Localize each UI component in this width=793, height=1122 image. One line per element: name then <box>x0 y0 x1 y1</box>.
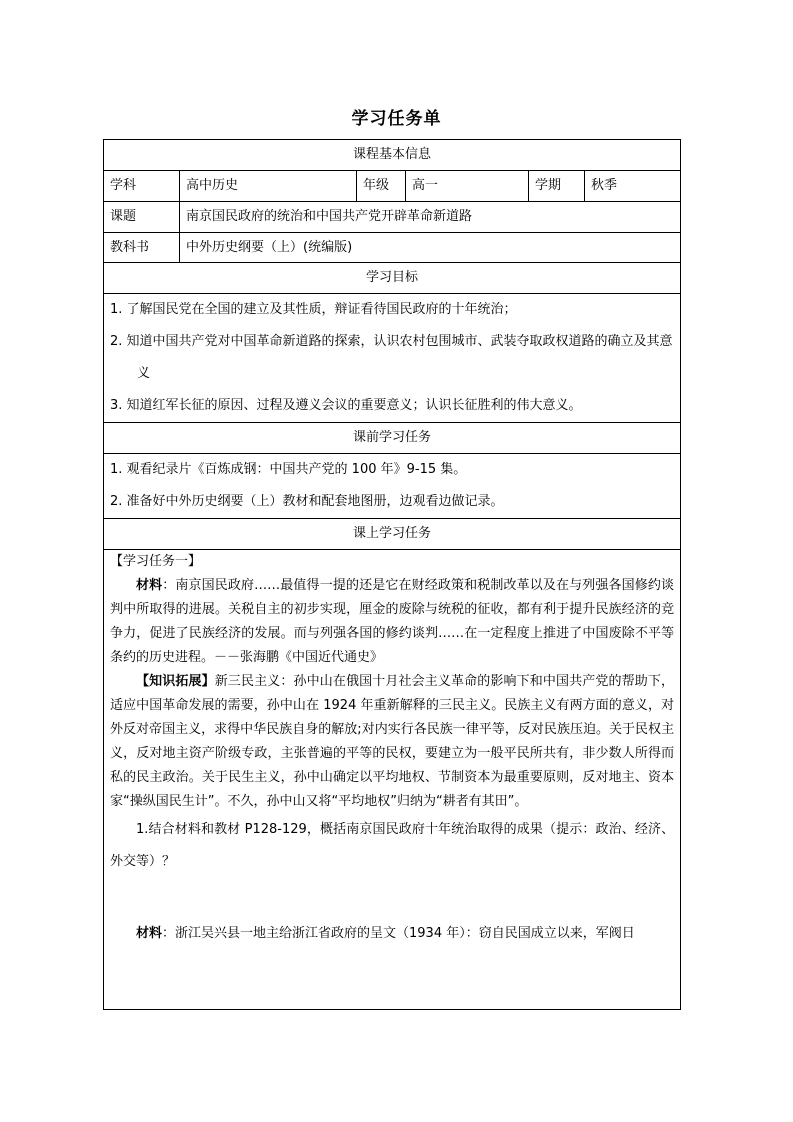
task-sheet-table <box>103 139 681 1010</box>
section-header-goals: 学习目标 <box>104 263 681 294</box>
goals-cell <box>104 294 681 423</box>
knowledge-extension-text: 新三民主义：孙中山在俄国十月社会主义革命的影响下和中国共产党的帮助下，适应中国革命发展的需要，孙中山在 1924 年重新解释的三民主义。民族主义有两方面的意义，对外反对帝国主义，求得中华民族自身的解放;对内实行各民族一律平等，反对民族压迫。关于民权主义，反对地主资产阶级专政，主张普遍的平等的民权，要建立为一般平民所共有，非少数人所得而私的民主政治。关于民生主义，孙中山确定以平均地权、节制资本为最重要原则，反对地主、资本家“操纵国民生计”。不久，孙中山又将“平均地权”归纳为“耕者有其田”。 <box>110 674 675 809</box>
page-title: 学习任务单 <box>351 109 442 129</box>
goal-item: 2. 知道中国共产党对中国革命新道路的探索，认识农村包围城市、武装夺取政权道路的确立及其意义 <box>110 334 673 381</box>
grade-value: 高一 <box>406 171 529 202</box>
material1-label: 材料 <box>136 578 163 593</box>
question1: 1.结合材料和教材 P128-129，概括南京国民政府十年统治取得的成果（提示：政治、经济、外交等）？ <box>110 822 675 869</box>
knowledge-extension-label: 【知识拓展】 <box>136 674 215 689</box>
grade-label: 年级 <box>357 171 406 202</box>
topic-label: 课题 <box>104 202 180 233</box>
textbook-value: 中外历史纲要（上）(统编版) <box>180 233 681 263</box>
term-value: 秋季 <box>585 171 681 202</box>
term-label: 学期 <box>529 171 585 202</box>
section-header-pre-tasks: 课前学习任务 <box>104 423 681 454</box>
pre-task-item: 1. 观看纪录片《百炼成钢：中国共产党的 100 年》9-15 集。 <box>110 462 467 477</box>
section-header-basic-info: 课程基本信息 <box>104 140 681 171</box>
topic-value: 南京国民政府的统治和中国共产党开辟革命新道路 <box>180 202 681 233</box>
material2-text: ：浙江吴兴县一地主给浙江省政府的呈文（1934 年）：窃自民国成立以来，军阀日 <box>162 926 635 941</box>
question1-block <box>110 814 674 922</box>
material2-label: 材料 <box>136 926 163 941</box>
goal-item: 1. 了解国民党在全国的建立及其性质，辩证看待国民政府的十年统治； <box>110 302 517 317</box>
goal-item: 3. 知道红军长征的原因、过程及遵义会议的重要意义；认识长征胜利的伟大意义。 <box>110 398 582 413</box>
material2-paragraph <box>110 922 674 946</box>
section-header-class-tasks: 课上学习任务 <box>104 519 681 550</box>
textbook-label: 教科书 <box>104 233 180 263</box>
task1-title: 【学习任务一】 <box>110 554 202 569</box>
subject-label: 学科 <box>104 171 180 202</box>
pre-tasks-cell <box>104 454 681 519</box>
knowledge-extension-paragraph <box>110 670 674 814</box>
material1-paragraph <box>110 574 674 670</box>
class-tasks-cell <box>104 550 681 1010</box>
subject-value: 高中历史 <box>180 171 357 202</box>
pre-task-item: 2. 准备好中外历史纲要（上）教材和配套地图册，边观看边做记录。 <box>110 494 504 509</box>
material1-text: ：南京国民政府……最值得一提的还是它在财经政策和税制改革以及在与列强各国修约谈判中所取得的进展。关税自主的初步实现，厘金的废除与统税的征收，都有利于提升民族经济的竞争力，促进了民族经济的发展。而与列强各国的修约谈判……在一定程度上推进了中国废除不平等条约的历史进程。－－张海鹏《中国近代通史》 <box>110 578 675 665</box>
